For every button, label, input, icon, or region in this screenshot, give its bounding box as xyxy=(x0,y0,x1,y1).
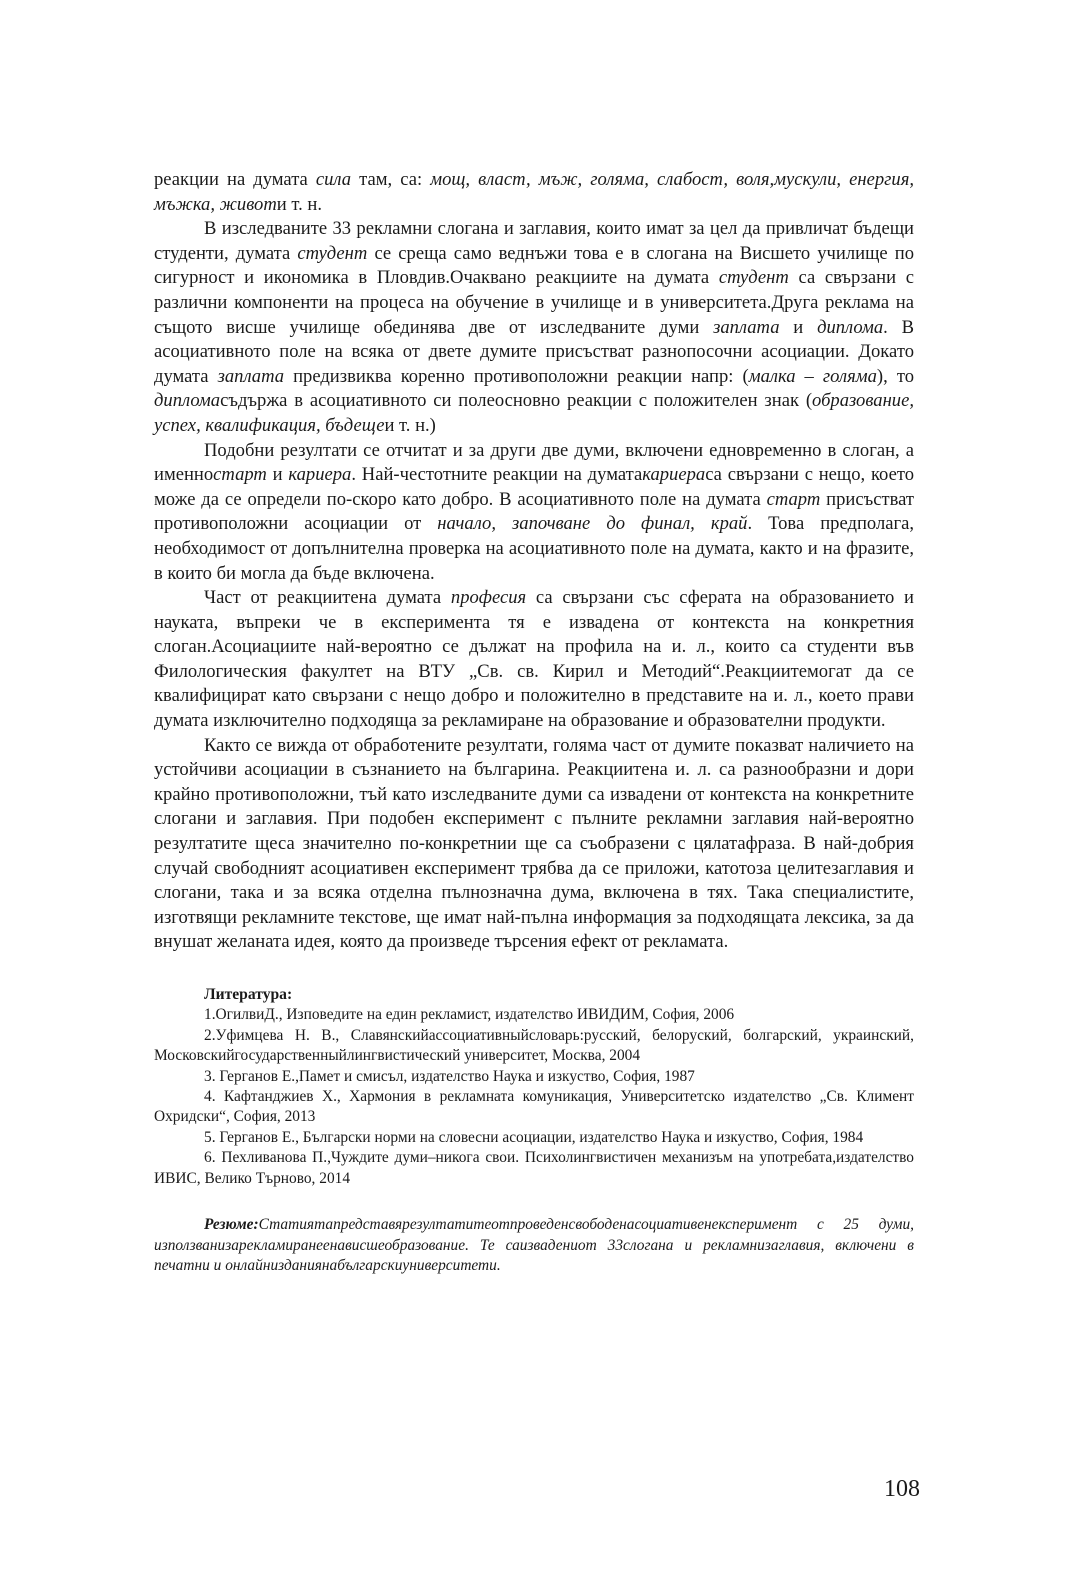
reference-item: 1.ОгилвиД., Изповедите на един рекламист, издателство ИВИДИМ, София, 2006 xyxy=(204,1006,735,1024)
resume-section xyxy=(154,1215,914,1277)
references-heading: Литература: xyxy=(204,986,293,1003)
resume-label: Резюме: xyxy=(204,1216,259,1234)
paragraph: Както се вижда от обработените резултати, голяма част от думите показват наличието на устойчиви асоциации в съзнанието на българина. Реакциитена и. л. са разнообразни и дори крайно противоположни, тъй като изследваните думи са извадени от контекста на конкретните слогани и заглавия. При подобен експеримент с пълните рекламни заглавия най-вероятно резултатите щеса значително по-конкретнии ще са съобразени с цялатафраза. В най-добрия случай свободният асоциативен експеримент трябва да се приложи, катотоза целитезаглавия и слогани, така и за всяка отделна пълнозначна дума, включена в тях. Така специалистите, изготвящи рекламните текстове, ще имат най-пълна информация за подходящата лексика, за да внушат желаната идея, която да произведе търсения ефект от рекламата. xyxy=(154,734,914,953)
paragraph: В изследваните 33 рекламни слогана и заглавия, които имат за цел да привличат бъдещи студенти, думата студент се среща само веднъжи това е в слогана на Висшето училище по сигурност и икономика в Пловдив.Очаквано реакциите на думата студент са свързани с различни компоненти на процеса на обучение в училище и в университета.Друга реклама на същото висше училище обединява две от изследваните думи заплата и диплома. В асоциативното поле на всяка от двете думите присъстват разнопосочни асоциации. Докато думата заплата предизвиква коренно противоположни реакции напр: (малка – голяма), то дипломасъдържа в асоциативното си полеосновно реакции с положителен знак (образование, успех, квалификация, бъдещеи т. н.) xyxy=(154,218,914,436)
document-page xyxy=(154,168,914,1277)
paragraph: Част от реакциитена думата професия са свързани със сферата на образованието и науката, въпреки че в експеримента тя е извадена от контекста на конкретния слоган.Асоциациите най-вероятно се дължат на профила на и. л., които са студенти във Филологическия факултет на ВТУ „Св. св. Кирил и Методий“.Реакциитемогат да се квалифицират като свързани с нещо добро и положително в представите на и. л., което прави думата изключително подходяща за рекламиране на образование и образователни продукти. xyxy=(154,587,914,732)
references-section xyxy=(154,985,914,1189)
paragraph: Подобни резултати се отчитат и за други две думи, включени едновременно в слоган, а именностарт и кариера. Най-честотните реакции на думатакариераса свързани с нещо, което може да се определи по-скоро като добро. В асоциативното поле на думата старт присъстват противоположни асоциации от начало, започване до финал, край. Това предполага, необходимост от допълнителна проверка на асоциативното поле на думата, както и на фразите, в които би могла да бъде включена. xyxy=(154,439,915,584)
reference-item: 4. Кафтанджиев Х., Хармония в рекламната комуникация, Университетско издателство „Св. Климент Охридски“, София, 2013 xyxy=(154,1088,914,1126)
reference-item: 3. Герганов Е.,Памет и смисъл, издателство Наука и изкуство, София, 1987 xyxy=(204,1067,695,1085)
resume-text: Статиятапредставярезултатитеотпроведенсвободенасоциативенексперимент с 25 думи, използванизарекламиранеенависшеобразование. Те саизвадениот 33слогана и рекламнизаглавия, включени в печатни и онлайнизданиянабългарскиуниверситети. xyxy=(154,1216,914,1275)
reference-item: 5. Герганов Е., Български норми на словесни асоциации, издателство Наука и изкуство, София, 1984 xyxy=(204,1128,864,1146)
paragraph: реакции на думата сила там, са: мощ, власт, мъж, голяма, слабост, воля,мускули, енергия, мъжка, животи т. н. xyxy=(154,169,915,215)
page-number: 108 xyxy=(884,1476,920,1502)
body-text xyxy=(154,168,914,955)
reference-item: 6. Пехливанова П.,Чуждите думи–никога свои. Психолингвистичен механизъм на употребата,издателство ИВИС, Велико Търново, 2014 xyxy=(154,1149,914,1187)
reference-item: 2.Уфимцева Н. В., Славянскийассоциативныйсловарь:русский, белоруский, болгарский, украинский, Московскийгосударственныйлингвистический университет, Москва, 2004 xyxy=(154,1026,914,1065)
